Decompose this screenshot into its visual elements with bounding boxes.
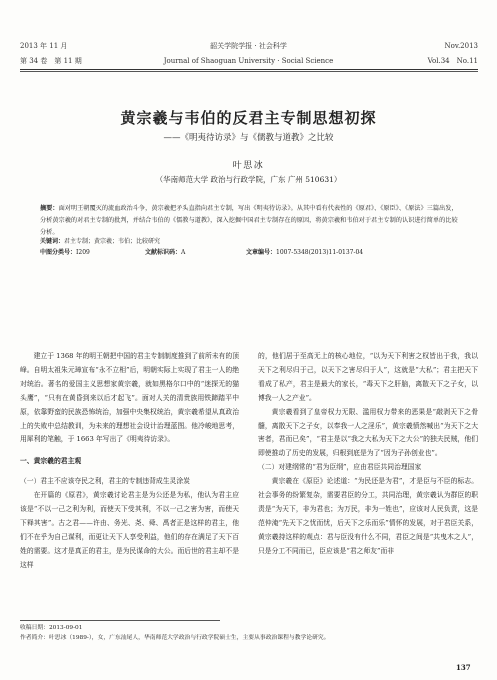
header-rule [20, 69, 478, 70]
body-paragraph: 黄宗羲在《原臣》论述道：“为民还是为君”，才是臣与不臣的标志。社会事务的纷繁复杂，需要君臣的分工，共同治理，黄宗羲认为群臣的职责是“为天下，非为君也；为万民，非为一姓也”，应该对人民负责，这是范仲淹“先天下之忧而忧，后天下之乐而乐”情怀的发展，对于君臣关系，黄宗羲持这样的观点：君与臣没有什么不同，君臣之间是“共曳木之人”，只是分工不同而已，臣应该是“君之师友”而非 [258, 477, 478, 555]
subsection-heading: （一）君主不应该夺民之利，君主的专制违背成生灵涂炭 [20, 477, 190, 486]
body-left-column [20, 350, 239, 573]
header-volume-en: Vol.34 No.11 [427, 57, 478, 65]
article-author: 叶思冰 [232, 161, 265, 171]
article-subtitle: ——《明夷待访录》与《儒教与道教》之比较 [163, 133, 334, 143]
body-paragraph: 黄宗羲看到了皇帝权力无限、滥用权力带来的恶果是“敲剥天下之骨髓，离散天下之子女，以奉我一人之淫乐”，黄宗羲愤然喊出“为天下之大害者，君而已矣”，“君主是以“我之大私为天下之大公”的独夫民贼，他们即使推动了历史的发展，归根到底是为了“因为子孙创业也”。 [258, 407, 478, 458]
header-journal-cn: 韶关学院学报 · 社会科学 [210, 42, 287, 50]
body-paragraph: 建立于 1368 年的明王朝把中国的君主专制制度推到了前所未有的顶峰。自明太祖朱元璋宣布“永不立相”后，明朝实际上实现了君主一人的绝对统治。著名的爱国主义思想家黄宗羲，就如黑格尔口中的“迷探无的猫头鹰”，“只有在黄昏到来以后才起飞”。面对人关的清贵族用铁蹄踏平中原，依靠野蛮的民族恐怖统治，加强中央集权统治，黄宗羲希望从真政治上的失败中总结教训，为未来的理想社会设计治理蓝图。他冷峻地思考，用犀利的笔触，于 1663 年写出了《明夷待访录》。 [20, 352, 239, 444]
footnote-rule [20, 620, 220, 621]
keywords-text: 君主专制；黄宗羲；韦伯；比较研究 [64, 238, 161, 245]
abstract-label: 摘要： [40, 205, 59, 212]
keywords [40, 236, 160, 245]
author-bio: 作者简介：叶思冰（1989-），女，广东汕尾人，华南师范大学政治与行政学院硕士生，主要从事政治课程与教学论研究。 [20, 635, 330, 641]
article-id: 文章编号：1007-5348(2013)11-0137-04 [246, 249, 364, 256]
header-date: 2013 年 11 月 [20, 42, 68, 50]
header-rule-thin [20, 71, 478, 72]
article-title: 黄宗羲与韦伯的反君主专制思想初探 [120, 109, 377, 127]
received-date: 收稿日期：2013-09-01 [20, 625, 83, 631]
clc-number: 中图分类号：I209 [40, 249, 90, 256]
body-right-column [258, 350, 478, 559]
section-heading: 一、黄宗羲的君主观 [20, 457, 82, 466]
header-volume-cn: 第 34 卷 第 11 期 [20, 57, 82, 65]
document-code: 文献标识码：A [145, 249, 186, 256]
body-paragraph: 在开篇的《原君》，黄宗羲讨论君主是为公还是为私，他认为君主应该是“不以一己之利为利，而使天下受其利，不以一己之害为害，而使天下释其害”。古之君——许由、务光、尧、舜、禹者正是这样的君主，他们不在乎为自己谋利，而更让天下人享受利益，他们的存在满足了天下百姓的需要。这才是真正的君主，是为民谋命的大公。而后世的君主却不是这样 [20, 491, 239, 569]
author-affiliation: （华南师范大学 政治与行政学院，广东 广州 510631） [155, 175, 342, 184]
abstract-text: 面对明王朝覆灭的流血政治斗争，黄宗羲把矛头直指向君主专制，写出《明夷待访录》。从其中看有代表性的《原君》、《原臣》、《原法》三篇出发，分析黄宗羲的对君主专制的批判，并结合韦伯的《儒教与道教》，深入挖掘中国君主专制存在的原因，将黄宗羲和韦伯对于君主专制的认识进行简单的比较分析。 [40, 205, 458, 236]
body-paragraph: 的，他们居于至高无上的核心地位，“以为天下利害之权皆出于我，我以天下之利尽归于己，以天下之害尽归于人”，这就是“大私”；君主把天下看成了私产，君主是最大的家长，“毒天下之肝脑，离散天下之子女，以博我一人之产业”。 [258, 352, 478, 402]
header-date-en: Nov.2013 [444, 42, 478, 50]
abstract [40, 203, 460, 239]
keywords-label: 关键词： [40, 238, 65, 245]
header-journal-en: Journal of Shaoguan University · Social Science [163, 57, 334, 65]
page-number: 137 [456, 663, 471, 672]
subsection-heading: （二）对建纲常的“君为臣纲”，应由君臣共同治理国家 [258, 463, 422, 472]
